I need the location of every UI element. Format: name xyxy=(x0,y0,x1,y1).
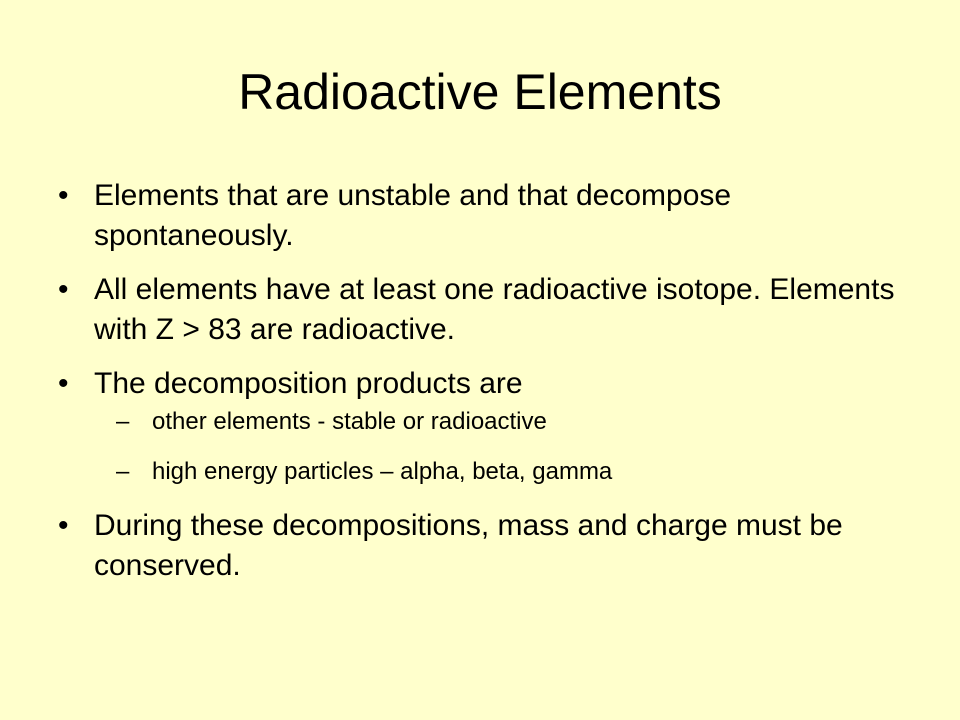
bullet-marker: • xyxy=(58,179,69,212)
bullet-item-products xyxy=(58,364,908,488)
bullet-item-isotope xyxy=(58,270,908,350)
sub-bullet-list xyxy=(94,406,908,488)
bullet-marker: • xyxy=(58,367,69,400)
bullet-marker: • xyxy=(58,273,69,306)
slide-title: Radioactive Elements xyxy=(238,64,722,120)
bullet-text: Elements that are unstable and that decompose spontaneously. xyxy=(94,179,732,252)
bullet-text: During these decompositions, mass and charge must be conserved. xyxy=(94,509,843,582)
sub-bullet-item-particles xyxy=(116,456,908,488)
bullet-item-conservation xyxy=(58,506,908,586)
sub-bullet-text: other elements - stable or radioactive xyxy=(152,408,547,435)
bullet-text: All elements have at least one radioactive isotope. Elements with Z > 83 are radioactive. xyxy=(94,273,895,346)
bullet-text: The decomposition products are xyxy=(94,367,523,400)
sub-bullet-marker: – xyxy=(116,408,130,435)
sub-bullet-item-elements xyxy=(116,406,908,438)
sub-bullet-marker: – xyxy=(116,458,130,485)
bullet-list xyxy=(58,176,908,600)
sub-bullet-text: high energy particles – alpha, beta, gamma xyxy=(152,458,613,485)
bullet-item-unstable xyxy=(58,176,908,256)
bullet-marker: • xyxy=(58,509,69,542)
